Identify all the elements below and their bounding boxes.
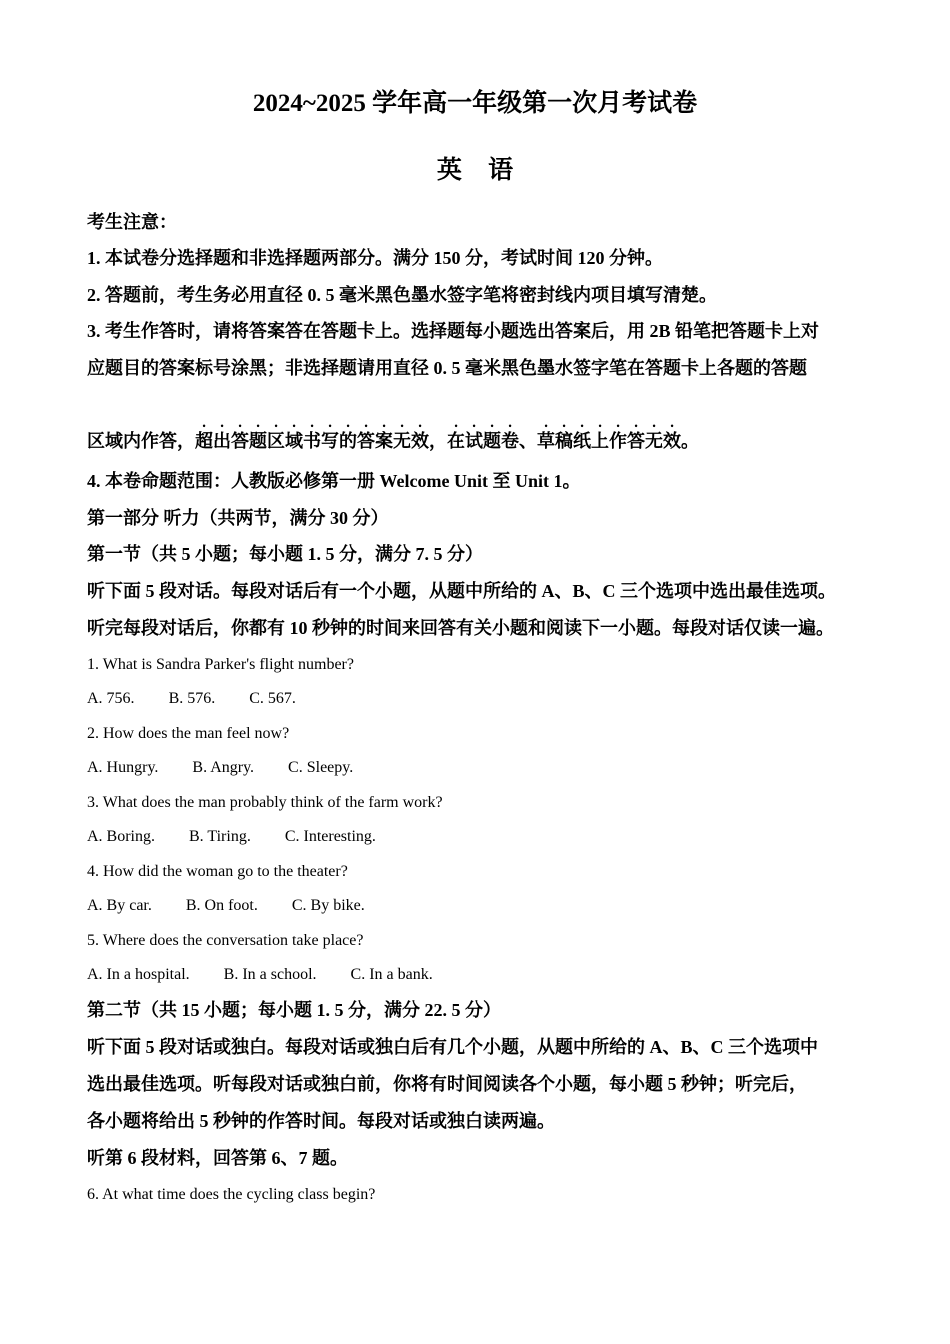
exam-title: 2024~2025 学年高一年级第一次月考试卷: [252, 90, 698, 117]
option-c: C. Interesting.: [284, 828, 376, 845]
section2-instructions-line-1: 听下面 5 段对话或独白。每段对话或独白后有几个小题，从题中所给的 A、B、C 三个选项中: [87, 1037, 818, 1057]
question-4: 4. How did the woman go to the theater?: [87, 863, 348, 880]
section2-heading: 第二节（共 15 小题；每小题 1. 5 分，满分 22. 5 分）: [87, 1000, 501, 1020]
option-b: B. On foot.: [185, 897, 258, 914]
notice-item-3-line-3: [87, 421, 887, 454]
option-a: A. In a hospital.: [87, 966, 190, 983]
notice-item-3-line-2: 应题目的答案标号涂黑；非选择题请用直径 0. 5 毫米黑色墨水签字笔在答题卡上各题的答题: [87, 358, 807, 378]
section2-instructions-line-3: 各小题将给出 5 秒钟的作答时间。每段对话或独白读两遍。: [87, 1111, 555, 1131]
notice-item-3-line-1: 3. 考生作答时，请将答案答在答题卡上。选择题每小题选出答案后，用 2B 铅笔把答题卡上对: [87, 321, 820, 341]
notice-item-1: 1. 本试卷分选择题和非选择题两部分。满分 150 分，考试时间 120 分钟。: [87, 248, 663, 268]
question-2: 2. How does the man feel now?: [87, 725, 290, 742]
option-c: C. 567.: [249, 690, 296, 707]
option-c: C. In a bank.: [350, 966, 433, 983]
notice-item-4: 4. 本卷命题范围：人教版必修第一册 Welcome Unit 至 Unit 1。: [87, 471, 581, 491]
notice-text: 区域内作答，: [87, 431, 195, 451]
material-6-heading: 听第 6 段材料，回答第 6、7 题。: [87, 1148, 348, 1168]
notice-heading: 考生注意：: [87, 212, 177, 232]
option-b: B. In a school.: [223, 966, 317, 983]
section1-heading: 第一节（共 5 小题；每小题 1. 5 分，满分 7. 5 分）: [87, 544, 483, 564]
option-b: B. Tiring.: [189, 828, 251, 845]
option-c: C. Sleepy.: [288, 759, 354, 776]
notice-item-2: 2. 答题前，考生务必用直径 0. 5 毫米黑色墨水签字笔将密封线内项目填写清楚。: [87, 285, 717, 305]
question-1-options: [87, 686, 887, 712]
question-3-options: [87, 824, 887, 850]
emphasized-text: 草稿纸上作答无效: [537, 431, 681, 451]
option-b: B. 576.: [168, 690, 216, 707]
option-b: B. Angry.: [192, 759, 255, 776]
emphasized-text: 超出答题区域书写的答案无效: [195, 431, 429, 451]
question-1: 1. What is Sandra Parker's flight number?: [87, 656, 354, 673]
question-5: 5. Where does the conversation take place?: [87, 932, 364, 949]
option-a: A. Boring.: [87, 828, 155, 845]
part1-heading: 第一部分 听力（共两节，满分 30 分）: [87, 508, 389, 528]
notice-punct: 、: [519, 431, 537, 451]
section1-instructions-line-2: 听完每段对话后，你都有 10 秒钟的时间来回答有关小题和阅读下一小题。每段对话仅读一遍。: [87, 618, 834, 638]
subject-title: 英 语: [436, 157, 524, 184]
question-5-options: [87, 962, 887, 988]
question-3: 3. What does the man probably think of the farm work?: [87, 794, 443, 811]
notice-punct: ，: [429, 431, 447, 451]
question-4-options: [87, 893, 887, 919]
notice-punct: 。: [681, 431, 699, 451]
option-a: A. Hungry.: [87, 759, 159, 776]
option-a: A. By car.: [87, 897, 152, 914]
option-c: C. By bike.: [291, 897, 365, 914]
option-a: A. 756.: [87, 690, 135, 707]
question-6: 6. At what time does the cycling class begin?: [87, 1186, 376, 1203]
question-2-options: [87, 755, 887, 781]
emphasized-text: 在试题卷: [447, 431, 519, 451]
section1-instructions-line-1: 听下面 5 段对话。每段对话后有一个小题，从题中所给的 A、B、C 三个选项中选出最佳选项。: [87, 581, 836, 601]
section2-instructions-line-2: 选出最佳选项。听每段对话或独白前，你将有时间阅读各个小题，每小题 5 秒钟；听完后，: [87, 1074, 807, 1094]
